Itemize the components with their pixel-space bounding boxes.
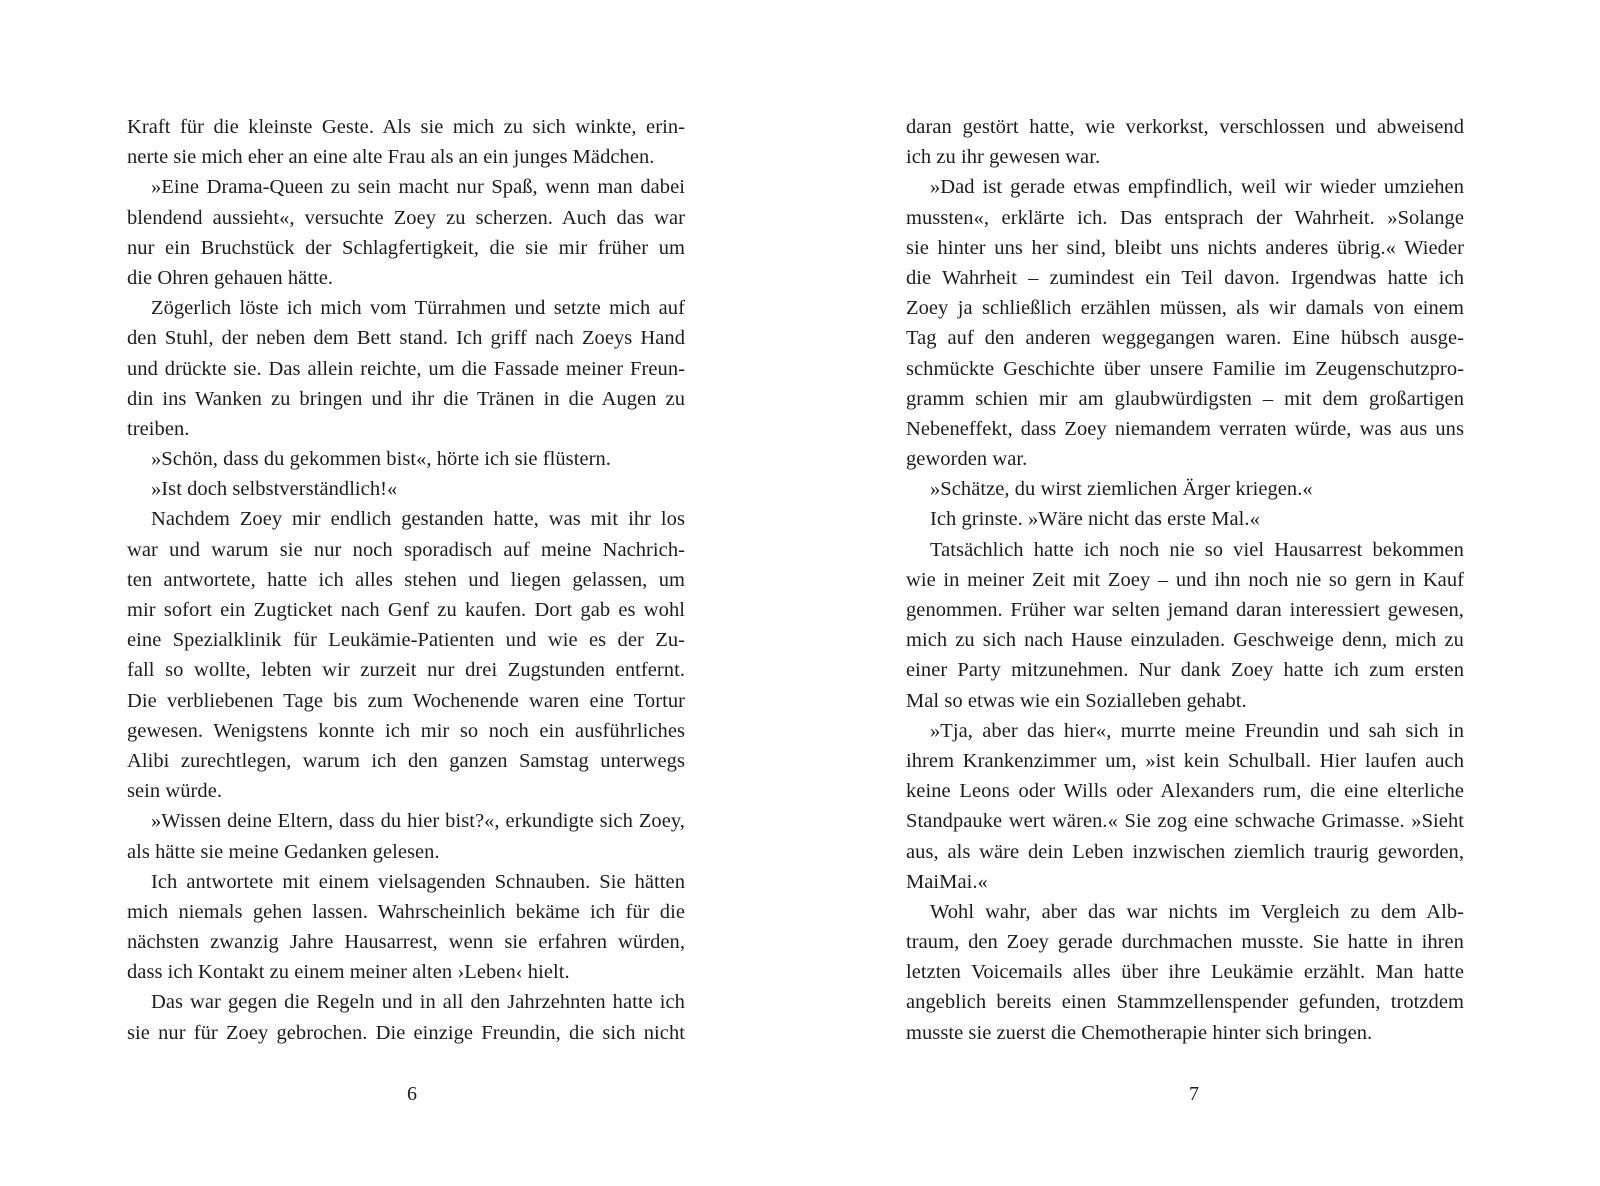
text-line: Ich grinste. »Wäre nicht das erste Mal.«: [930, 508, 1260, 531]
text-line: dass ich Kontakt zu einem meiner alten ›Leben‹ hielt.: [127, 961, 570, 984]
text-line: ich zu ihr gewesen war.: [906, 146, 1101, 169]
text-line: Alibi zurechtlegen, warum ich den ganzen Samstag unterwegs: [127, 749, 685, 772]
text-line: eine Spezialklinik für Leukämie-Patienten und wie es der Zu-: [127, 629, 685, 652]
text-line: »Dad ist gerade etwas empfindlich, weil wir wieder umziehen: [930, 176, 1464, 199]
text-line: nächsten zwanzig Jahre Hausarrest, wenn sie erfahren würden,: [127, 931, 685, 954]
right-page: [800, 0, 1600, 1186]
text-line: nerte sie mich eher an eine alte Frau als an ein junges Mädchen.: [127, 146, 655, 169]
text-line: Mal so etwas wie ein Sozialleben gehabt.: [906, 689, 1247, 712]
text-line: »Ist doch selbstverständlich!«: [151, 478, 398, 501]
text-line: einer Party mitzunehmen. Nur dank Zoey hatte ich zum ersten: [906, 659, 1464, 682]
left-page-text: [127, 112, 685, 1048]
text-line: sie hinter uns her sind, bleibt uns nichts anderes übrig.« Wieder: [906, 236, 1464, 259]
text-line: treiben.: [127, 417, 190, 440]
text-line: Zoey ja schließlich erzählen müssen, als wir damals von einem: [906, 297, 1464, 320]
text-line: gewesen. Wenigstens konnte ich mir so noch ein ausführliches: [127, 719, 685, 742]
text-line: din ins Wanken zu bringen und ihr die Tränen in die Augen zu: [127, 387, 685, 410]
text-line: schmückte Geschichte über unsere Familie im Zeugenschutzpro-: [906, 357, 1464, 380]
text-line: »Tja, aber das hier«, murrte meine Freundin und sah sich in: [930, 719, 1464, 742]
text-line: Kraft für die kleinste Geste. Als sie mich zu sich winkte, erin-: [127, 116, 685, 138]
text-line: ihrem Krankenzimmer um, »ist kein Schulball. Hier laufen auch: [906, 749, 1464, 772]
text-line: musste sie zuerst die Chemotherapie hinter sich bringen.: [906, 1021, 1373, 1044]
text-line: genommen. Früher war selten jemand daran interessiert gewesen,: [906, 599, 1464, 621]
text-line: Tatsächlich hatte ich noch nie so viel Hausarrest bekommen: [930, 538, 1464, 561]
text-line: »Wissen deine Eltern, dass du hier bist?«, erkundigte sich Zoey,: [151, 810, 685, 833]
text-line: Ich antwortete mit einem vielsagenden Schnauben. Sie hätten: [151, 870, 685, 893]
text-line: Nebeneffekt, dass Zoey niemandem verraten würde, was aus uns: [906, 417, 1464, 440]
text-line: mir sofort ein Zugticket nach Genf zu kaufen. Dort gab es wohl: [127, 599, 685, 621]
text-line: geworden war.: [906, 448, 1028, 471]
text-line: war und warum sie nur noch sporadisch auf meine Nachrich-: [127, 538, 685, 561]
text-line: MaiMai.«: [906, 870, 988, 893]
text-line: die Wahrheit – zumindest ein Teil davon. Irgendwas hatte ich: [906, 266, 1464, 289]
text-line: aus, als wäre dein Leben inzwischen ziemlich traurig geworden,: [906, 840, 1464, 863]
left-page-number: 6: [407, 1083, 417, 1105]
text-line: daran gestört hatte, wie verkorkst, verschlossen und abweisend: [906, 116, 1464, 138]
text-line: Tag auf den anderen weggegangen waren. Eine hübsch ausge-: [906, 327, 1464, 350]
text-line: Die verbliebenen Tage bis zum Wochenende waren eine Tortur: [127, 689, 685, 712]
text-line: »Schön, dass du gekommen bist«, hörte ich sie flüstern.: [151, 448, 611, 471]
text-line: und drückte sie. Das allein reichte, um die Fassade meiner Freun-: [127, 357, 685, 380]
text-line: fall so wollte, lebten wir zurzeit nur drei Zugstunden entfernt.: [127, 659, 685, 682]
text-line: gramm schien mir am glaubwürdigsten – mit dem großartigen: [906, 387, 1464, 410]
text-line: »Schätze, du wirst ziemlichen Ärger kriegen.«: [930, 478, 1313, 501]
text-line: nur ein Bruchstück der Schlagfertigkeit, die sie mir früher um: [127, 236, 685, 259]
right-page-number: 7: [1189, 1083, 1199, 1105]
text-line: mussten«, erklärte ich. Das entsprach der Wahrheit. »Solange: [906, 206, 1464, 229]
text-line: den Stuhl, der neben dem Bett stand. Ich griff nach Zoeys Hand: [127, 327, 685, 350]
text-line: blendend aussieht«, versuchte Zoey zu scherzen. Auch das war: [127, 206, 685, 229]
text-line: Das war gegen die Regeln und in all den Jahrzehnten hatte ich: [151, 991, 685, 1014]
text-line: mich zu sich nach Hause einzuladen. Geschweige denn, mich zu: [906, 629, 1464, 652]
text-line: sein würde.: [127, 780, 223, 803]
text-line: wie in meiner Zeit mit Zoey – und ihn noch nie so gern in Kauf: [906, 568, 1464, 591]
text-line: ten antwortete, hatte ich alles stehen und liegen gelassen, um: [127, 568, 685, 591]
text-line: »Eine Drama-Queen zu sein macht nur Spaß, wenn man dabei: [151, 176, 685, 199]
text-line: traum, den Zoey gerade durchmachen musste. Sie hatte in ihren: [906, 931, 1464, 954]
text-line: sie nur für Zoey gebrochen. Die einzige Freundin, die sich nicht: [127, 1021, 685, 1044]
text-line: Nachdem Zoey mir endlich gestanden hatte, was mit ihr los: [151, 508, 685, 531]
text-line: keine Leons oder Wills oder Alexanders rum, die eine elterliche: [906, 780, 1464, 803]
text-line: Zögerlich löste ich mich vom Türrahmen und setzte mich auf: [151, 297, 685, 320]
text-line: die Ohren gehauen hätte.: [127, 266, 334, 289]
text-line: als hätte sie meine Gedanken gelesen.: [127, 840, 440, 863]
text-line: letzten Voicemails alles über ihre Leukämie erzählt. Man hatte: [906, 961, 1464, 984]
text-line: Wohl wahr, aber das war nichts im Vergleich zu dem Alb-: [930, 900, 1464, 923]
text-line: Standpauke wert wären.« Sie zog eine schwache Grimasse. »Sieht: [906, 810, 1464, 833]
text-line: mich niemals gehen lassen. Wahrscheinlich bekäme ich für die: [127, 900, 685, 923]
text-line: angeblich bereits einen Stammzellenspender gefunden, trotzdem: [906, 991, 1464, 1014]
right-page-text: [906, 112, 1464, 1048]
